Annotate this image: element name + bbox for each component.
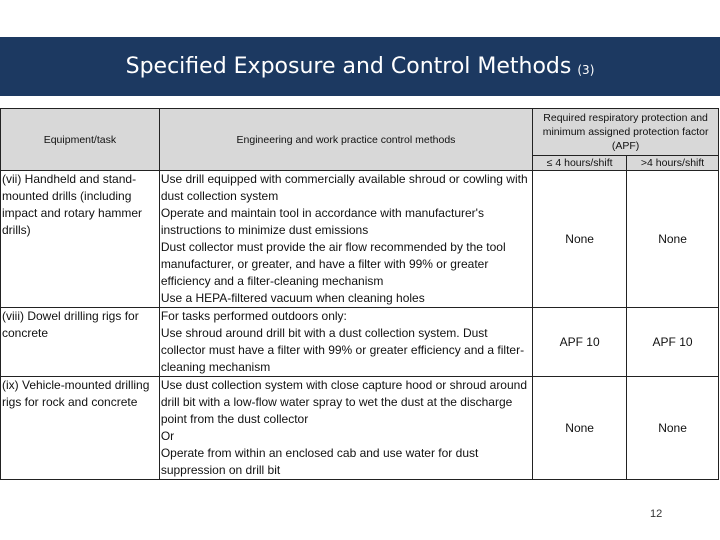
page-number: 12 — [650, 508, 663, 520]
table-row — [1, 377, 719, 480]
control-line: Use shroud around drill bit with a dust collection system. Dust collector must have a filter with 99% or greater efficiency and a filter-cleaning mechanism — [160, 326, 525, 374]
gt4-cell: APF 10 — [627, 308, 719, 377]
slide-title-banner — [0, 37, 720, 96]
controls-cell — [159, 308, 532, 377]
control-line: Operate from within an enclosed cab and use water for dust suppression on drill bit — [160, 446, 479, 477]
equipment-cell: (vii) Handheld and stand-mounted drills (including impact and rotary hammer drills) — [1, 171, 160, 308]
equipment-cell: (viii) Dowel drilling rigs for concrete — [1, 308, 160, 377]
header-controls: Engineering and work practice control methods — [159, 109, 532, 171]
le4-cell: None — [533, 377, 627, 480]
controls-cell — [159, 377, 532, 480]
controls-cell — [159, 171, 532, 308]
title-note: (3) — [577, 62, 595, 77]
le4-cell: None — [533, 171, 627, 308]
control-line: Use a HEPA-filtered vacuum when cleaning holes — [160, 291, 425, 305]
control-line: Use dust collection system with close capture hood or shroud around drill bit with a low-flow water spray to wet the dust at the discharge point from the dust collector — [160, 378, 528, 426]
gt4-cell: None — [627, 171, 719, 308]
table-row — [1, 171, 719, 308]
control-line: Dust collector must provide the air flow recommended by the tool manufacturer, or greater, and have a filter with 99% or greater efficiency and a filter-cleaning mechanism — [160, 240, 506, 288]
exposure-control-table — [0, 108, 719, 480]
gt4-cell: None — [627, 377, 719, 480]
header-gt4: >4 hours/shift — [627, 156, 719, 171]
slide-title: Specified Exposure and Control Methods — [125, 54, 572, 79]
header-le4: ≤ 4 hours/shift — [533, 156, 627, 171]
table-row — [1, 308, 719, 377]
control-line: Or — [160, 429, 175, 443]
header-equipment: Equipment/task — [1, 109, 160, 171]
control-line: Operate and maintain tool in accordance with manufacturer's instructions to minimize dust emissions — [160, 206, 484, 237]
header-respiratory: Required respiratory protection and minimum assigned protection factor (APF) — [533, 109, 719, 156]
equipment-cell: (ix) Vehicle-mounted drilling rigs for rock and concrete — [1, 377, 160, 480]
control-line: Use drill equipped with commercially available shroud or cowling with dust collection system — [160, 172, 528, 203]
control-line: For tasks performed outdoors only: — [160, 309, 347, 323]
le4-cell: APF 10 — [533, 308, 627, 377]
